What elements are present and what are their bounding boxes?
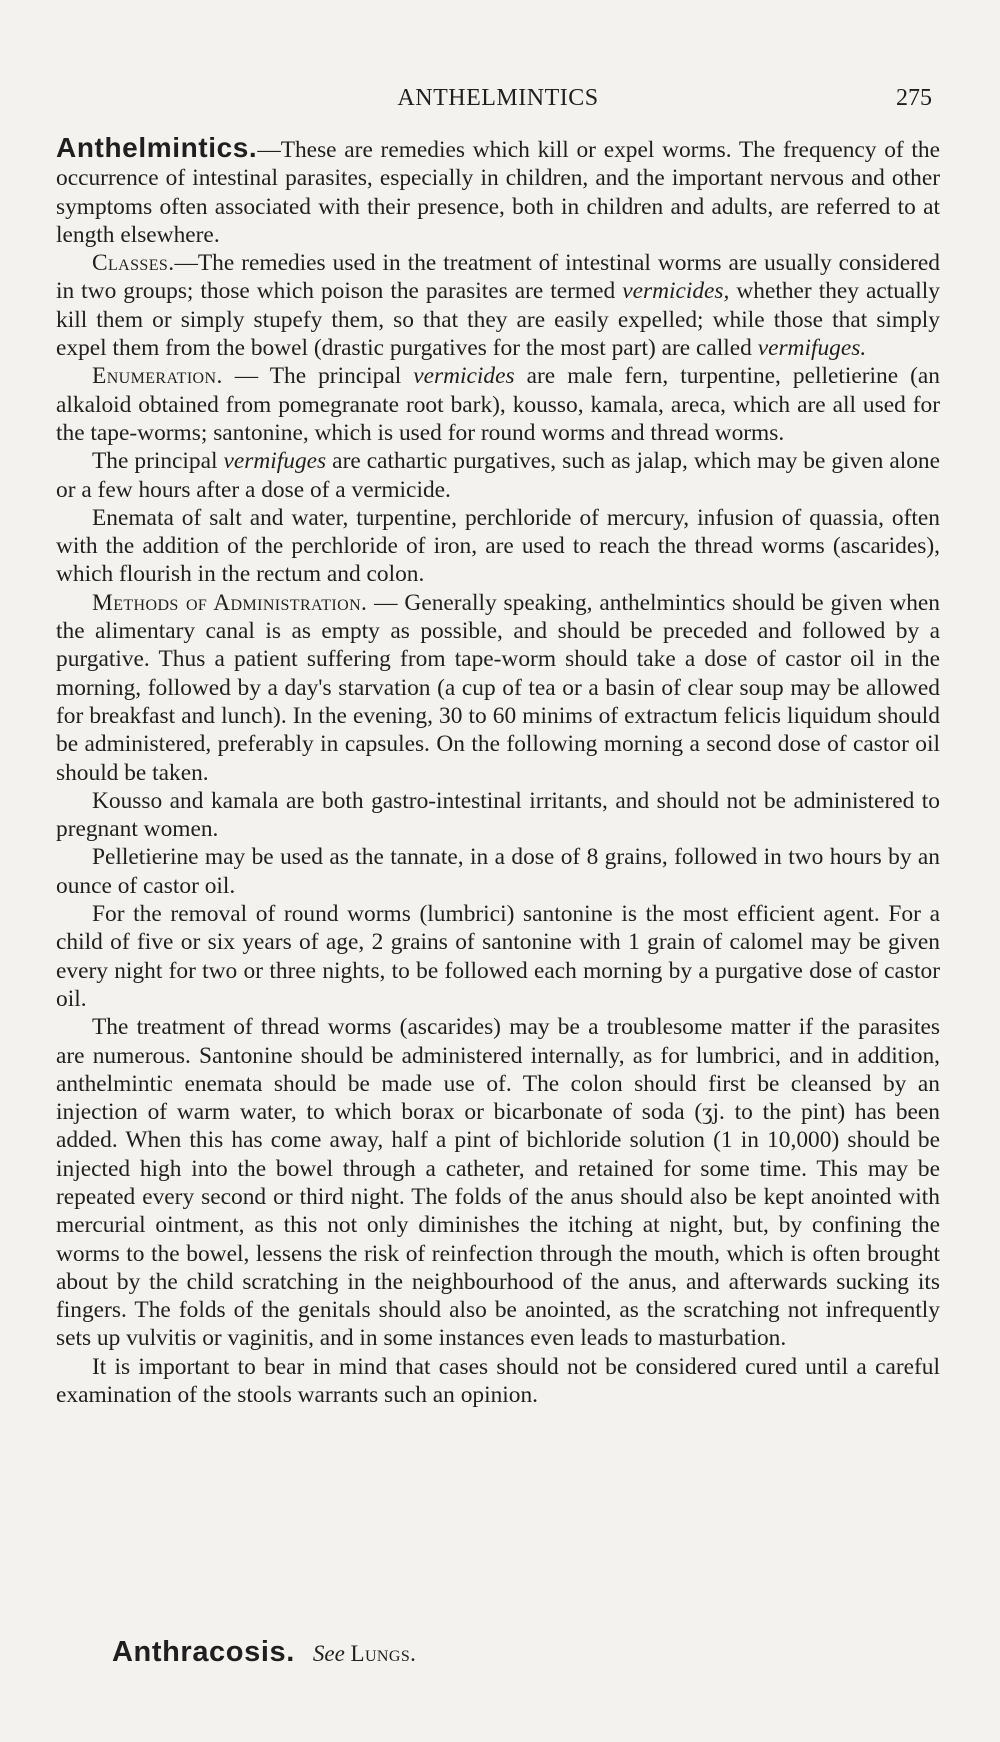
classes-paragraph [56,249,940,362]
thread-worms-paragraph: The treatment of thread worms (ascarides) may be a troublesome matter if the parasites are numerous. Santonine should be administered internally, as for lumbrici, and in addition, anthelmintic enemata should be made use of. The colon should first be cleansed by an injection of warm water, to which borax or bicarbonate of soda (ʒj. to the pint) has been added. When this has come away, half a pint of bichloride solution (1 in 10,000) should be injected high into the bowel through a catheter, and retained for some time. This may be repeated every second or third night. The folds of the anus should also be kept anointed with mercurial ointment, as this not only diminishes the itching at night, but, by confining the worms to the bowel, lessens the risk of reinfection through the mouth, which is often brought about by the child scratching in the neighbourhood of the anus, and afterwards sucking its fingers. The folds of the genitals should also be anointed, as the scratching not infrequently sets up vulvitis or vaginitis, and in some instances even leads to masturbation. [56,1014,940,1352]
classes-label: Classes. [92,250,175,277]
vermifuges-paragraph [56,447,940,504]
classes-text-2: whether they actually kill them or simply stupefy them, so that they are easily expelled; while those that simply expel them from the bowel (drastic purgatives for the most part) are called [56,278,940,362]
methods-text: — Generally speaking, anthelmintics should be given when the alimentary canal is as empty as possible, and should be preceded and followed by a purgative. Thus a patient suffering from tape-worm should take a dose of castor oil in the morning, followed by a day's starvation (a cup of tea or a basin of clear soup may be allowed for breakfast and lunch). In the evening, 30 to 60 minims of extractum felicis liquidum should be administered, preferably in capsules. On the following morning a second dose of castor oil should be taken. [56,589,941,786]
enumeration-text-2: are male fern, turpentine, pelletierine (an alkaloid obtained from pomegranate root bark), kousso, kamala, areca, which are all used for the tape-worms; santonine, which is used for round worms and thread worms. [56,363,940,446]
enemata-paragraph: Enemata of salt and water, turpentine, perchloride of mercury, infusion of quassia, often with the addition of the perchloride of iron, are used to reach the thread worms (ascarides), which flourish in the rectum and colon. [56,504,940,588]
term-vermicides: vermicides, [622,278,730,305]
term-vermicides-2: vermicides [413,363,515,390]
vermifuges-text-1: The principal [92,448,224,475]
entry-heading: Anthelmintics. [56,132,258,163]
enumeration-label: Enumeration. [92,363,223,390]
enumeration-paragraph [56,362,940,447]
kousso-paragraph: Kousso and kamala are both gastro-intestinal irritants, and should not be administered to pregnant women. [56,787,940,843]
entry-anthelmintics [56,134,940,1409]
methods-label: Methods of Administration. [92,589,368,616]
term-vermifuges: vermifuges. [757,335,867,362]
round-worms-paragraph: For the removal of round worms (lumbrici) santonine is the most efficient agent. For a child of five or six years of age, 2 grains of santonine with 1 grain of calomel may be given every night for two or three nights, to be followed each morning by a purgative dose of castor oil. [56,901,940,1012]
closing-paragraph: It is important to bear in mind that cases should not be considered cured until a careful examination of the stools warrants such an opinion. [56,1353,940,1409]
anthracosis-heading: Anthracosis. [112,1636,295,1668]
term-vermifuges-2: vermifuges [223,448,327,475]
cross-reference-target: Lungs. [350,1641,417,1666]
intro-paragraph [56,134,940,249]
page-number: 275 [896,85,932,111]
intro-text: —These are remedies which kill or expel worms. The frequency of the occurrence of intestinal parasites, especially in children, and the important nervous and other symptoms often associated with their presence, both in children and adults, are referred to at length elsewhere. [56,137,940,248]
vermifuges-text-2: are cathartic purgatives, such as jalap, which may be given alone or a few hours after a dose of a vermicide. [56,448,940,503]
running-header [56,80,940,120]
pelletierine-paragraph: Pelletierine may be used as the tannate, in a dose of 8 grains, followed in two hours by an ounce of castor oil. [56,844,940,899]
running-title: ANTHELMINTICS [397,85,599,111]
see-label: See [312,1641,345,1666]
classes-text-1: —The remedies used in the treatment of intestinal worms are usually considered in two groups; those which poison the parasites are termed [56,250,940,305]
enumeration-text-1: — The principal [222,363,414,390]
methods-paragraph [56,589,940,787]
entry-anthracosis [112,1632,812,1674]
